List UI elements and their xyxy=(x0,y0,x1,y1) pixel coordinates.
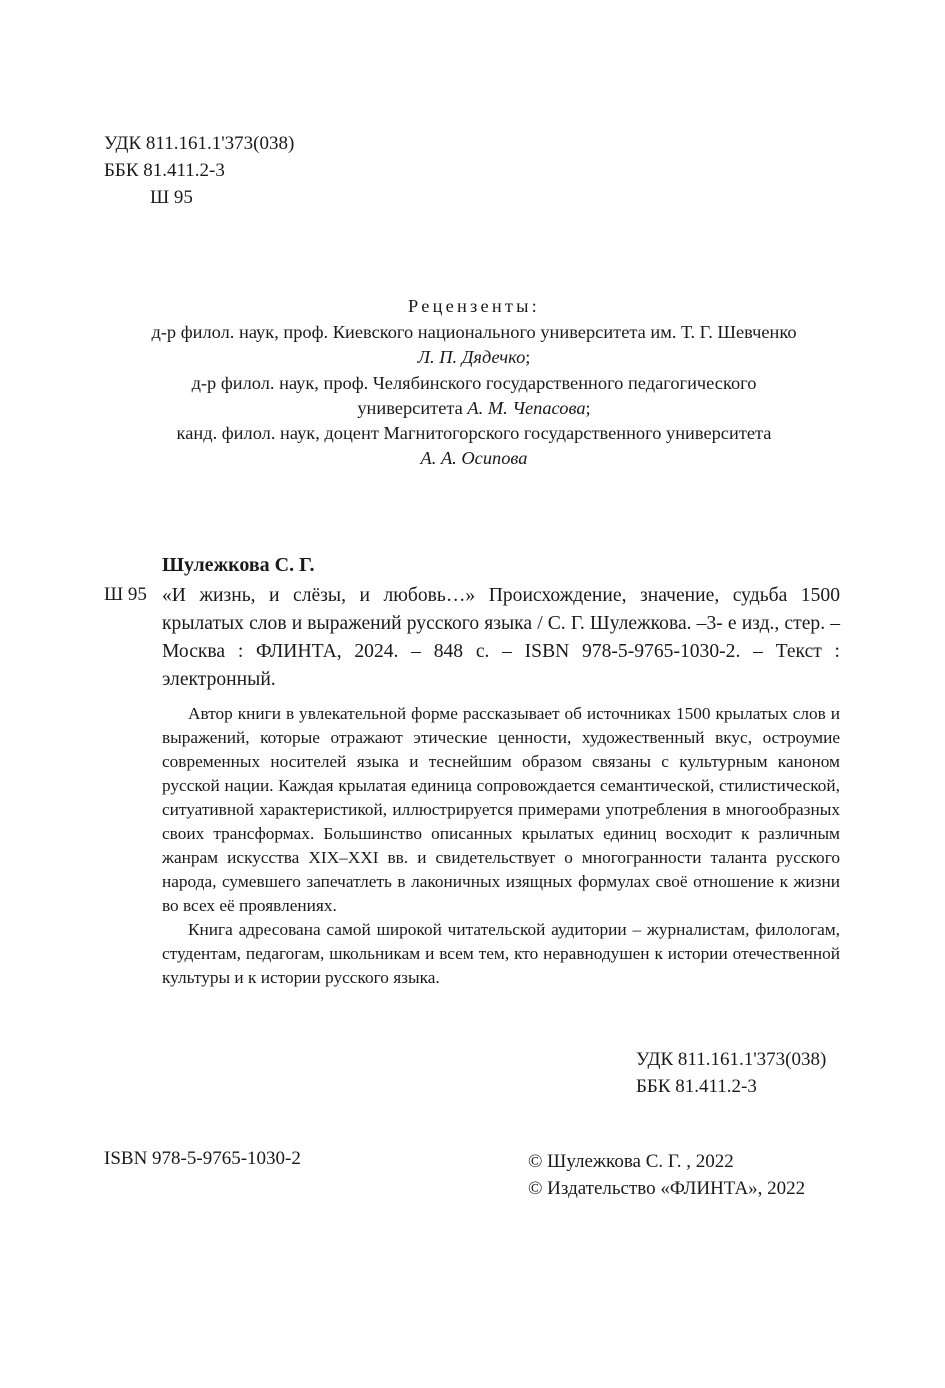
entry-author: Шулежкова С. Г. xyxy=(162,554,315,576)
annotation xyxy=(162,702,840,990)
reviewers-heading: Рецензенты: xyxy=(408,296,540,316)
bibliographic-text: «И жизнь, и слёзы, и любовь…» Происхождение, значение, судьба 1500 крылатых слов и выражений русского языка / С. Г. Шулежкова. –3- е изд., стер. – Москва : ФЛИНТА, 2024. – 848 с. – ISBN 978-5-9765-1030-2. – Текст : электронный. xyxy=(162,585,840,690)
bibliographic-description xyxy=(162,582,840,694)
reviewer-1-affiliation: д-р филол. наук, проф. Киевского национального университета им. Т. Г. Шевченко xyxy=(151,322,797,343)
reviewer-1-name: Л. П. Дядечко xyxy=(417,347,526,368)
copyright-publisher: © Издательство «ФЛИНТА», 2022 xyxy=(528,1178,806,1199)
reviewer-2-name: А. М. Чепасова xyxy=(467,397,586,418)
separator: ; xyxy=(585,397,591,418)
reviewer-2-affiliation-line1: д-р филол. наук, проф. Челябинского государственного педагогического xyxy=(191,372,757,393)
reviewer-2 xyxy=(104,396,844,421)
copyright-author: © Шулежкова С. Г. , 2022 xyxy=(528,1151,734,1172)
separator: ; xyxy=(525,347,531,368)
reviewer-1 xyxy=(104,345,844,370)
udk-code-bottom: УДК 811.161.1'373(038) xyxy=(636,1049,827,1070)
copyright-block xyxy=(528,1148,805,1202)
annotation-paragraph-2: Книга адресована самой широкой читательской аудитории – журналистам, филологам, студентам, педагогам, школьникам и всем тем, кто неравнодушен к истории отечественной культуры и к истории русского языка. xyxy=(162,920,840,987)
bbk-code: ББК 81.411.2-3 xyxy=(104,160,225,181)
classification-top xyxy=(104,130,294,211)
bbk-code-bottom: ББК 81.411.2-3 xyxy=(636,1076,757,1097)
reviewer-2-affiliation-line2: университета xyxy=(357,397,468,418)
reviewers-block xyxy=(104,294,844,471)
reviewer-3-name: А. А. Осипова xyxy=(420,448,528,469)
author-cipher: Ш 95 xyxy=(150,187,193,208)
reviewer-3-affiliation: канд. филол. наук, доцент Магнитогорского государственного университета xyxy=(176,423,772,444)
reviewer-3 xyxy=(104,446,844,471)
classification-bottom xyxy=(636,1046,826,1100)
entry-cipher: Ш 95 xyxy=(104,584,147,605)
udk-code: УДК 811.161.1'373(038) xyxy=(104,133,295,154)
annotation-paragraph-1: Автор книги в увлекательной форме рассказывает об источниках 1500 крылатых слов и выражений, которые отражают этические ценности, художественный вкус, остроумие современных носителей языка и теснейшим образом связаны с культурным каноном русской нации. Каждая крылатая единица сопровождается семантической, стилистической, ситуативной характеристикой, иллюстрируется примерами употребления в многообразных своих трансформах. Большинство описанных крылатых единиц восходит к различным жанрам искусства XIX–XXI вв. и свидетельствует о многогранности таланта русского народа, сумевшего запечатлеть в лаконичных изящных формулах своё отношение к жизни во всех её проявлениях. xyxy=(162,704,840,915)
isbn: ISBN 978-5-9765-1030-2 xyxy=(104,1148,301,1169)
